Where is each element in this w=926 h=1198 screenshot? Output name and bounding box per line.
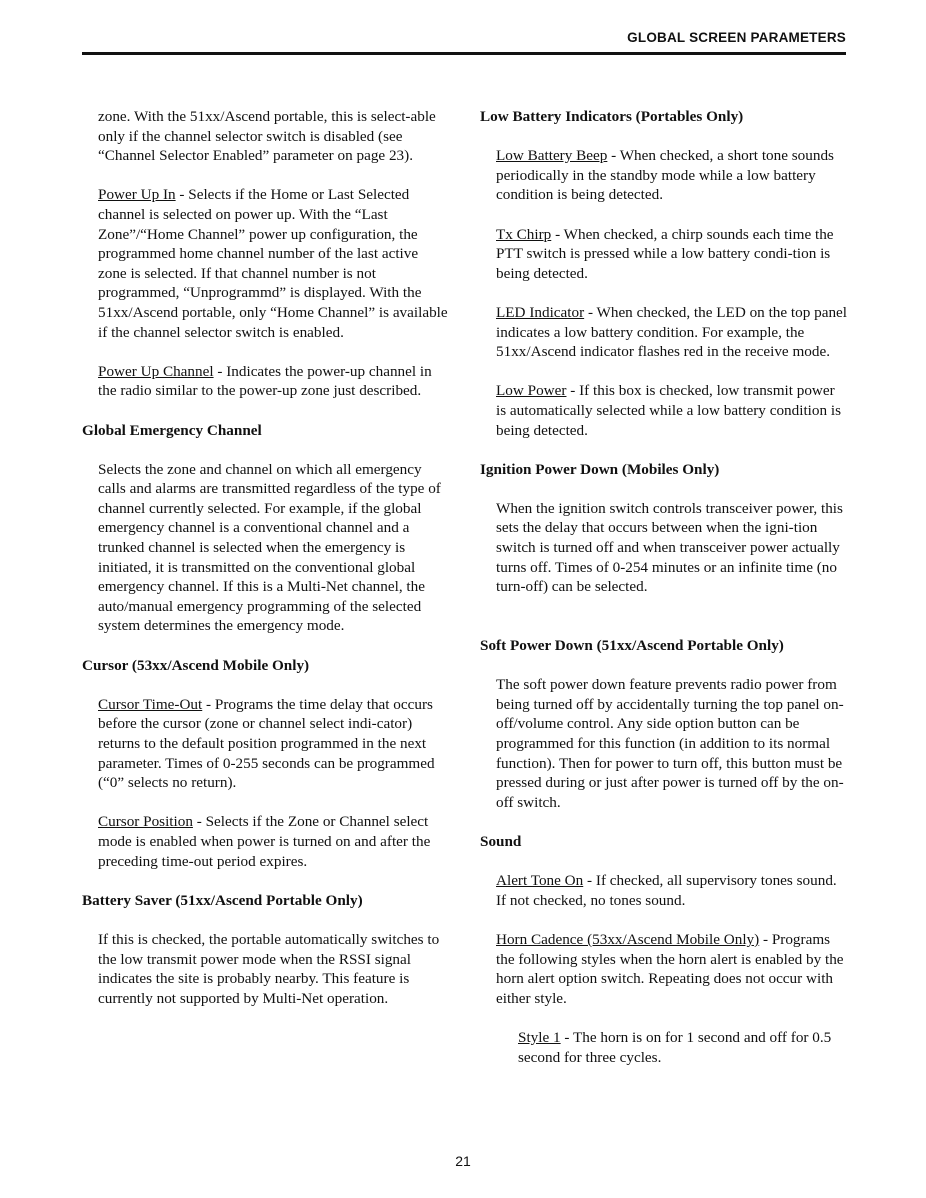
global-emergency-heading: Global Emergency Channel (82, 421, 262, 439)
power-up-channel-term: Power Up Channel (98, 362, 214, 380)
left-column (82, 107, 448, 1028)
tx-chirp-term: Tx Chirp (496, 225, 552, 243)
low-battery-beep-paragraph (480, 146, 848, 205)
power-up-in-text: - Selects if the Home or Last Selected channel is selected on power up. With the “Last Zone”/“Home Channel” power up configuration, the programmed home channel number of the last active zone is selected. If that channel number is not programmed, “Unprogrammd” is displayed. With the 51xx/Ascend portable, only “Home Channel” is available if the channel selector switch is enabled. (98, 186, 448, 341)
right-column (480, 107, 848, 1087)
low-power-term: Low Power (496, 382, 567, 400)
battery-saver-paragraph: If this is checked, the portable automatically switches to the low transmit power mode when the RSSI signal indicates the site is probably nearby. This feature is currently not supported by Multi-Net operation. (98, 930, 440, 1007)
horn-cadence-term: Horn Cadence (53xx/Ascend Mobile Only) (496, 930, 760, 948)
soft-power-heading: Soft Power Down (51xx/Ascend Portable Only) (480, 637, 784, 655)
style-1-term: Style 1 (518, 1028, 561, 1046)
cursor-timeout-text: - Programs the time delay that occurs before the cursor (zone or channel select indi-cator) returns to the default position programmed in the next parameter. Times of 0-255 seconds can be programmed (“0” selects no return). (98, 695, 435, 792)
cursor-position-text: - Selects if the Zone or Channel select mode is enabled when power is turned on and after the preceding time-out period expires. (98, 813, 431, 870)
led-indicator-term: LED Indicator (496, 303, 585, 321)
cursor-timeout-term: Cursor Time-Out (98, 695, 203, 713)
low-power-paragraph (480, 381, 848, 440)
tx-chirp-text: - When checked, a chirp sounds each time the PTT switch is pressed while a low battery condi-tion is being detected. (496, 225, 834, 282)
page-header (82, 28, 846, 55)
global-emergency-paragraph: Selects the zone and channel on which all emergency calls and alarms are transmitted regardless of the type of channel currently selected. For example, if the global emergency channel is a conventional channel and a trunked channel is selected when the emergency is initiated, it is transmitted on the conventional global emergency channel. If this is a Multi-Net channel, the auto/manual emergency programming of the selected system determines the emergency mode. (98, 460, 441, 635)
tx-chirp-paragraph (480, 225, 848, 284)
horn-cadence-text: - Programs the following styles when the horn alert is enabled by the horn alert option switch. Repeating does not occur with either style. (496, 930, 844, 1007)
power-up-in-paragraph (82, 185, 448, 342)
alert-tone-paragraph (480, 871, 848, 910)
low-battery-beep-term: Low Battery Beep (496, 147, 608, 165)
horn-cadence-paragraph (480, 930, 848, 1008)
style-1-text: - The horn is on for 1 second and off for 0.5 second for three cycles. (518, 1028, 832, 1066)
style-1-paragraph (480, 1028, 848, 1067)
cursor-timeout-paragraph (82, 695, 448, 793)
low-battery-heading: Low Battery Indicators (Portables Only) (480, 108, 744, 125)
cursor-position-paragraph (82, 812, 448, 871)
low-battery-beep-text: - When checked, a short tone sounds periodically in the standby mode while a low battery condition is being detected. (496, 147, 834, 204)
power-up-channel-paragraph (82, 362, 448, 401)
low-power-text: - If this box is checked, low transmit power is automatically selected while a low battery condition is being detected. (496, 382, 841, 439)
alert-tone-text: - If checked, all supervisory tones sound. If not checked, no tones sound. (496, 872, 837, 909)
header-title: GLOBAL SCREEN PARAMETERS (627, 30, 846, 45)
led-indicator-paragraph (480, 303, 848, 362)
led-indicator-text: - When checked, the LED on the top panel indicates a low battery condition. For example, the 51xx/Ascend indicator flashes red in the receive mode. (496, 303, 848, 361)
soft-power-paragraph: The soft power down feature prevents radio power from being turned off by accidentally turning the top panel on-off/volume control. Any side option button can be programmed for this function (in addition to its normal function). Then for power to turn off, this button must be pressed during or just after power is turned off by the on-off switch. (496, 676, 844, 811)
power-up-channel-text: - Indicates the power-up channel in the radio similar to the power-up zone just described. (98, 362, 432, 400)
page-number: 21 (455, 1153, 471, 1169)
cursor-heading: Cursor (53xx/Ascend Mobile Only) (82, 656, 310, 674)
alert-tone-term: Alert Tone On (496, 872, 584, 890)
section-spacer (480, 616, 848, 636)
sound-heading: Sound (480, 832, 522, 850)
ignition-paragraph: When the ignition switch controls transceiver power, this sets the delay that occurs between when the igni-tion switch is turned off and when transceiver power actually turns off. Times of 0-254 minutes or an infinite time (no turn-off) can be selected. (496, 499, 843, 596)
battery-saver-heading: Battery Saver (51xx/Ascend Portable Only) (82, 891, 363, 909)
power-up-in-term: Power Up In (98, 186, 176, 204)
ignition-heading: Ignition Power Down (Mobiles Only) (480, 460, 720, 478)
zone-continuation-paragraph: zone. With the 51xx/Ascend portable, this is select-able only if the channel selector switch is disabled (see “Channel Selector Enabled” parameter on page 23). (98, 108, 436, 165)
cursor-position-term: Cursor Position (98, 813, 193, 831)
